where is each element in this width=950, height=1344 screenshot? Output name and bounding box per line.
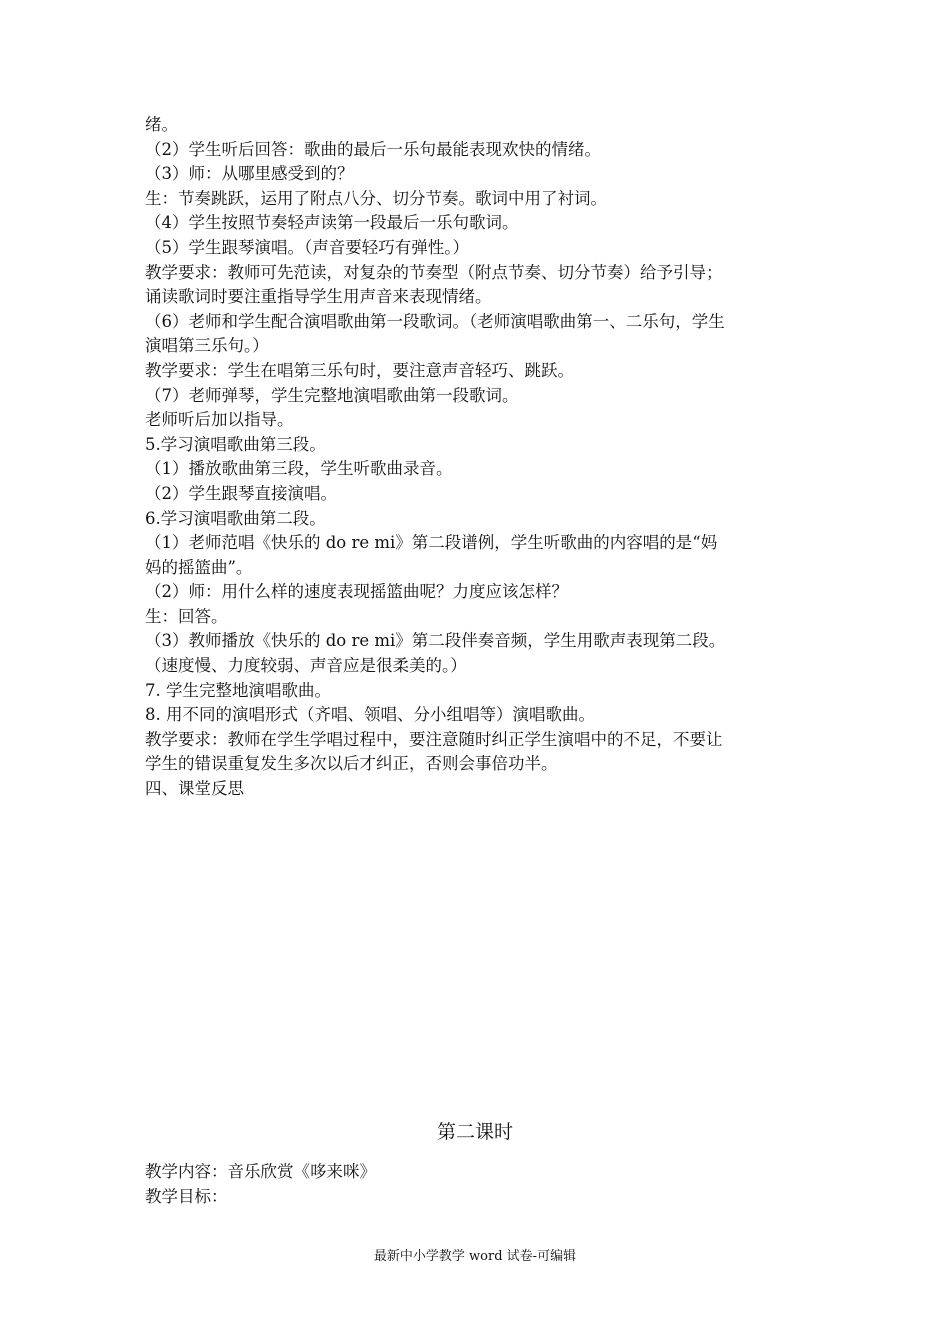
text-line: （2）学生跟琴直接演唱。 bbox=[145, 483, 337, 503]
text-line: 生：节奏跳跃，运用了附点八分、切分节奏。歌词中用了衬词。 bbox=[145, 188, 607, 208]
page-footer: 最新中小学教学 word 试卷-可编辑 bbox=[373, 1249, 577, 1264]
section-heading: 四、课堂反思 bbox=[145, 779, 244, 799]
lesson-title: 第二课时 bbox=[436, 1121, 513, 1143]
text-line: 教学要求：教师可先范读，对复杂的节奏型（附点节奏、切分节奏）给予引导； bbox=[145, 262, 723, 282]
text-line: 生：回答。 bbox=[145, 606, 228, 626]
text-line: 5.学习演唱歌曲第三段。 bbox=[145, 434, 326, 454]
text-line: 8. 用不同的演唱形式（齐唱、领唱、分小组唱等）演唱歌曲。 bbox=[145, 705, 595, 725]
text-line: 演唱第三乐句。） bbox=[145, 336, 269, 356]
text-line: （1）播放歌曲第三段，学生听歌曲录音。 bbox=[145, 459, 453, 479]
text-line: （2）师：用什么样的速度表现摇篮曲呢？力度应该怎样？ bbox=[145, 582, 568, 602]
text-line: （1）老师范唱《快乐的 do re mi》第二段谱例，学生听歌曲的内容唱的是“妈 bbox=[145, 533, 718, 553]
text-line: 老师听后加以指导。 bbox=[145, 410, 294, 430]
text-line: 妈的摇篮曲”。 bbox=[145, 557, 253, 577]
text-line: 绪。 bbox=[145, 115, 178, 134]
text-line: （5）学生跟琴演唱。（声音要轻巧有弹性。） bbox=[145, 237, 469, 257]
text-line: 学生的错误重复发生多次以后才纠正，否则会事倍功半。 bbox=[145, 754, 558, 774]
text-line: （2）学生听后回答：歌曲的最后一乐句最能表现欢快的情绪。 bbox=[145, 139, 601, 159]
text-line: 6.学习演唱歌曲第二段。 bbox=[145, 508, 326, 528]
text-line: （7）老师弹琴，学生完整地演唱歌曲第一段歌词。 bbox=[145, 385, 519, 405]
text-line: （3）教师播放《快乐的 do re mi》第二段伴奏音频，学生用歌声表现第二段。 bbox=[145, 631, 726, 651]
text-line: 7. 学生完整地演唱歌曲。 bbox=[145, 680, 331, 700]
text-line: 教学要求：学生在唱第三乐句时，要注意声音轻巧、跳跃。 bbox=[145, 360, 574, 380]
teaching-content: 教学内容：音乐欣赏《哆来咪》 bbox=[145, 1162, 376, 1181]
text-line: （6）老师和学生配合演唱歌曲第一段歌词。（老师演唱歌曲第一、二乐句，学生 bbox=[145, 311, 725, 331]
text-line: 教学要求：教师在学生学唱过程中，要注意随时纠正学生演唱中的不足，不要让 bbox=[145, 729, 723, 749]
lesson2-body bbox=[145, 1160, 815, 1209]
document-body bbox=[145, 113, 815, 802]
text-line: 诵读歌词时要注重指导学生用声音来表现情绪。 bbox=[145, 287, 492, 307]
text-line: （4）学生按照节奏轻声读第一段最后一乐句歌词。 bbox=[145, 213, 519, 233]
text-line: （3）师：从哪里感受到的？ bbox=[145, 164, 354, 184]
teaching-objectives: 教学目标： bbox=[145, 1186, 228, 1206]
text-line: （速度慢、力度较弱、声音应是很柔美的。） bbox=[145, 656, 467, 676]
